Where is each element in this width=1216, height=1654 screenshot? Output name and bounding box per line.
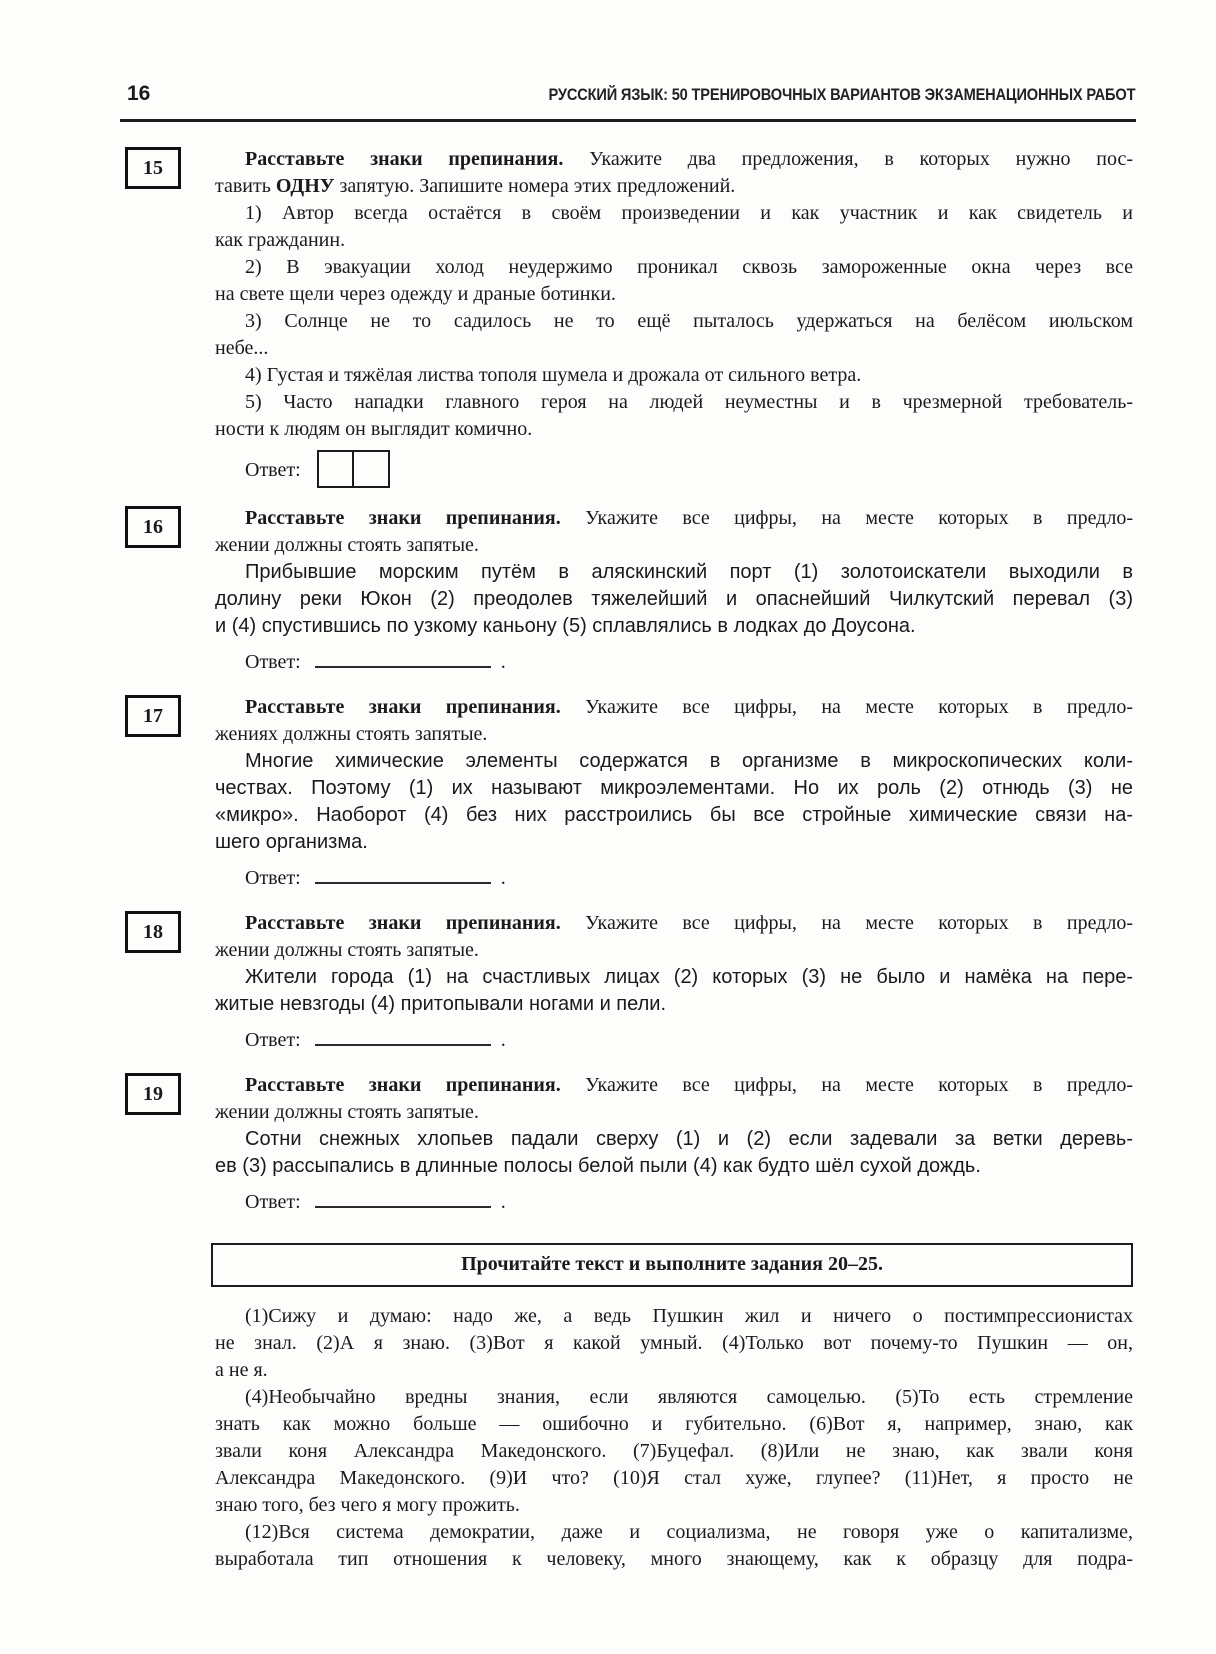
answer-blank-line (315, 653, 491, 668)
task-number: 18 (143, 920, 163, 943)
body-line: шего организма. (215, 831, 368, 853)
task-19 (143, 1072, 1133, 1217)
task-number: 16 (143, 515, 163, 538)
page-number: 16 (127, 82, 151, 105)
header-title: РУССКИЙ ЯЗЫК: 50 ТРЕНИРОВОЧНЫХ ВАРИАНТОВ ЭКЗАМЕНАЦИОННЫХ РАБОТ (548, 85, 1135, 104)
answer-label: Ответ: (245, 1029, 301, 1051)
sentence-line: как гражданин. (215, 229, 346, 251)
answer-row (215, 647, 1133, 677)
sentence-line: 1) Автор всегда остаётся в своём произведении и как участник и как свидетель и (245, 202, 1133, 224)
paragraph-line: (12)Вся система демократии, даже и социализма, не говоря уже о капитализме, (245, 1521, 1133, 1543)
body-line: «микро». Наоборот (4) без них расстроились бы все стройные химические связи на- (215, 804, 1133, 826)
task-number: 19 (143, 1082, 163, 1105)
page-header (127, 82, 1135, 106)
instruction-line: Расставьте знаки препинания. Укажите два предложения, в которых нужно пос- (245, 148, 1134, 170)
paragraph-line: Александра Македонского. (9)И что? (10)Я стал хуже, глупее? (11)Нет, я просто не (215, 1467, 1133, 1489)
instruction-line: жении должны стоять запятые. (215, 1101, 479, 1123)
body-line: Жители города (1) на счастливых лицах (2) которых (3) не было и намёка на пере- (245, 966, 1133, 988)
header-rule (120, 119, 1136, 122)
answer-blank-line (315, 869, 491, 884)
answer-period: . (500, 1191, 506, 1213)
body-line: ев (3) рассыпались в длинные полосы белой пыли (4) как будто шёл сухой дождь. (215, 1155, 981, 1177)
paragraph-line: знаю того, без чего я могу прожить. (215, 1494, 520, 1516)
instruction-line: тавить ОДНУ запятую. Запишите номера этих предложений. (215, 175, 736, 197)
instruction-bold: Расставьте знаки препинания. (245, 696, 561, 718)
answer-row (215, 1187, 1133, 1217)
paragraph-line: знать как можно больше — ошибочно и губительно. (6)Вот я, например, знаю, как (215, 1413, 1133, 1435)
page-content (143, 146, 1134, 1573)
instruction-line: Расставьте знаки препинания. Укажите все цифры, на месте которых в предло- (245, 507, 1133, 529)
task-number-box (125, 695, 181, 737)
body-line: чествах. Поэтому (1) их называют микроэлементами. Но их роль (2) отнюдь (3) не (215, 777, 1133, 799)
task-number-box (125, 911, 181, 953)
paragraph-line: а не я. (215, 1359, 268, 1381)
instruction-line: Расставьте знаки препинания. Укажите все цифры, на месте которых в предло- (245, 912, 1133, 934)
body-line: житые невзгоды (4) притопывали ногами и пели. (215, 993, 666, 1015)
sentence-line: на свете щели через одежду и драные ботинки. (215, 283, 616, 305)
body-line: долину реки Юкон (2) преодолев тяжелейший и опаснейший Чилкутский перевал (3) (215, 588, 1133, 610)
answer-grid (317, 450, 391, 488)
paragraph-line: выработала тип отношения к человеку, много знающему, как к образцу для подра- (215, 1548, 1133, 1570)
instruction-line: Расставьте знаки препинания. Укажите все цифры, на месте которых в предло- (245, 1074, 1133, 1096)
instruction-line: жениях должны стоять запятые. (215, 723, 488, 745)
paragraph-line: не знал. (2)А я знаю. (3)Вот я какой умный. (4)Только вот почему-то Пушкин — он, (215, 1332, 1133, 1354)
body-line: Прибывшие морским путём в аляскинский порт (1) золотоискатели выходили в (245, 561, 1133, 583)
reading-instruction-title: Прочитайте текст и выполните задания 20–25. (461, 1253, 883, 1275)
task-number: 17 (143, 704, 163, 727)
task-number-box (125, 147, 181, 189)
paragraph-line: (4)Необычайно вредны знания, если являются самоцелью. (5)То есть стремление (245, 1386, 1133, 1408)
answer-row (215, 1025, 1133, 1055)
reading-instruction-box (211, 1243, 1133, 1287)
instruction-bold: Расставьте знаки препинания. (245, 148, 564, 170)
answer-row (215, 450, 1133, 488)
sentence-line: ности к людям он выглядит комично. (215, 418, 533, 440)
instruction-bold: Расставьте знаки препинания. (245, 1074, 561, 1096)
answer-blank-line (315, 1193, 491, 1208)
body-line: и (4) спустившись по узкому каньону (5) сплавлялись в лодках до Доусона. (215, 615, 916, 637)
sentence-line: 3) Солнце не то садилось не то ещё пыталось удержаться на белёсом июльском (245, 310, 1133, 332)
answer-label: Ответ: (245, 459, 301, 481)
task-16 (143, 505, 1133, 677)
instruction-bold: Расставьте знаки препинания. (245, 912, 561, 934)
task-18 (143, 910, 1133, 1055)
answer-cell (317, 450, 355, 488)
instruction-line: Расставьте знаки препинания. Укажите все цифры, на месте которых в предло- (245, 696, 1133, 718)
sentence-line: небе... (215, 337, 269, 359)
instruction-line: жении должны стоять запятые. (215, 534, 479, 556)
reading-section (215, 1243, 1133, 1573)
task-17 (143, 694, 1133, 893)
body-line: Сотни снежных хлопьев падали сверху (1) и (2) если задевали за ветки деревь- (245, 1128, 1133, 1150)
answer-row (215, 863, 1133, 893)
answer-label: Ответ: (245, 651, 301, 673)
task-number-box (125, 1073, 181, 1115)
instruction-bold: Расставьте знаки препинания. (245, 507, 561, 529)
paragraph-line: звали коня Александра Македонского. (7)Буцефал. (8)Или не знаю, как звали коня (215, 1440, 1133, 1462)
task-number-box (125, 506, 181, 548)
body-line: Многие химические элементы содержатся в организме в микроскопических коли- (245, 750, 1133, 772)
answer-blank-line (315, 1031, 491, 1046)
answer-label: Ответ: (245, 867, 301, 889)
answer-period: . (500, 867, 506, 889)
sentence-line: 4) Густая и тяжёлая листва тополя шумела и дрожала от сильного ветра. (245, 364, 862, 386)
answer-period: . (500, 651, 506, 673)
paragraph-line: (1)Сижу и думаю: надо же, а ведь Пушкин жил и ничего о постимпрессионистах (245, 1305, 1133, 1327)
task-number: 15 (143, 156, 163, 179)
instruction-line: жении должны стоять запятые. (215, 939, 479, 961)
answer-label: Ответ: (245, 1191, 301, 1213)
answer-period: . (500, 1029, 506, 1051)
sentence-line: 5) Часто нападки главного героя на людей неуместны и в чрезмерной требователь- (245, 391, 1133, 413)
sentence-line: 2) В эвакуации холод неудержимо проникал сквозь замороженные окна через все (245, 256, 1133, 278)
answer-cell (352, 450, 390, 488)
task-15 (143, 146, 1134, 488)
